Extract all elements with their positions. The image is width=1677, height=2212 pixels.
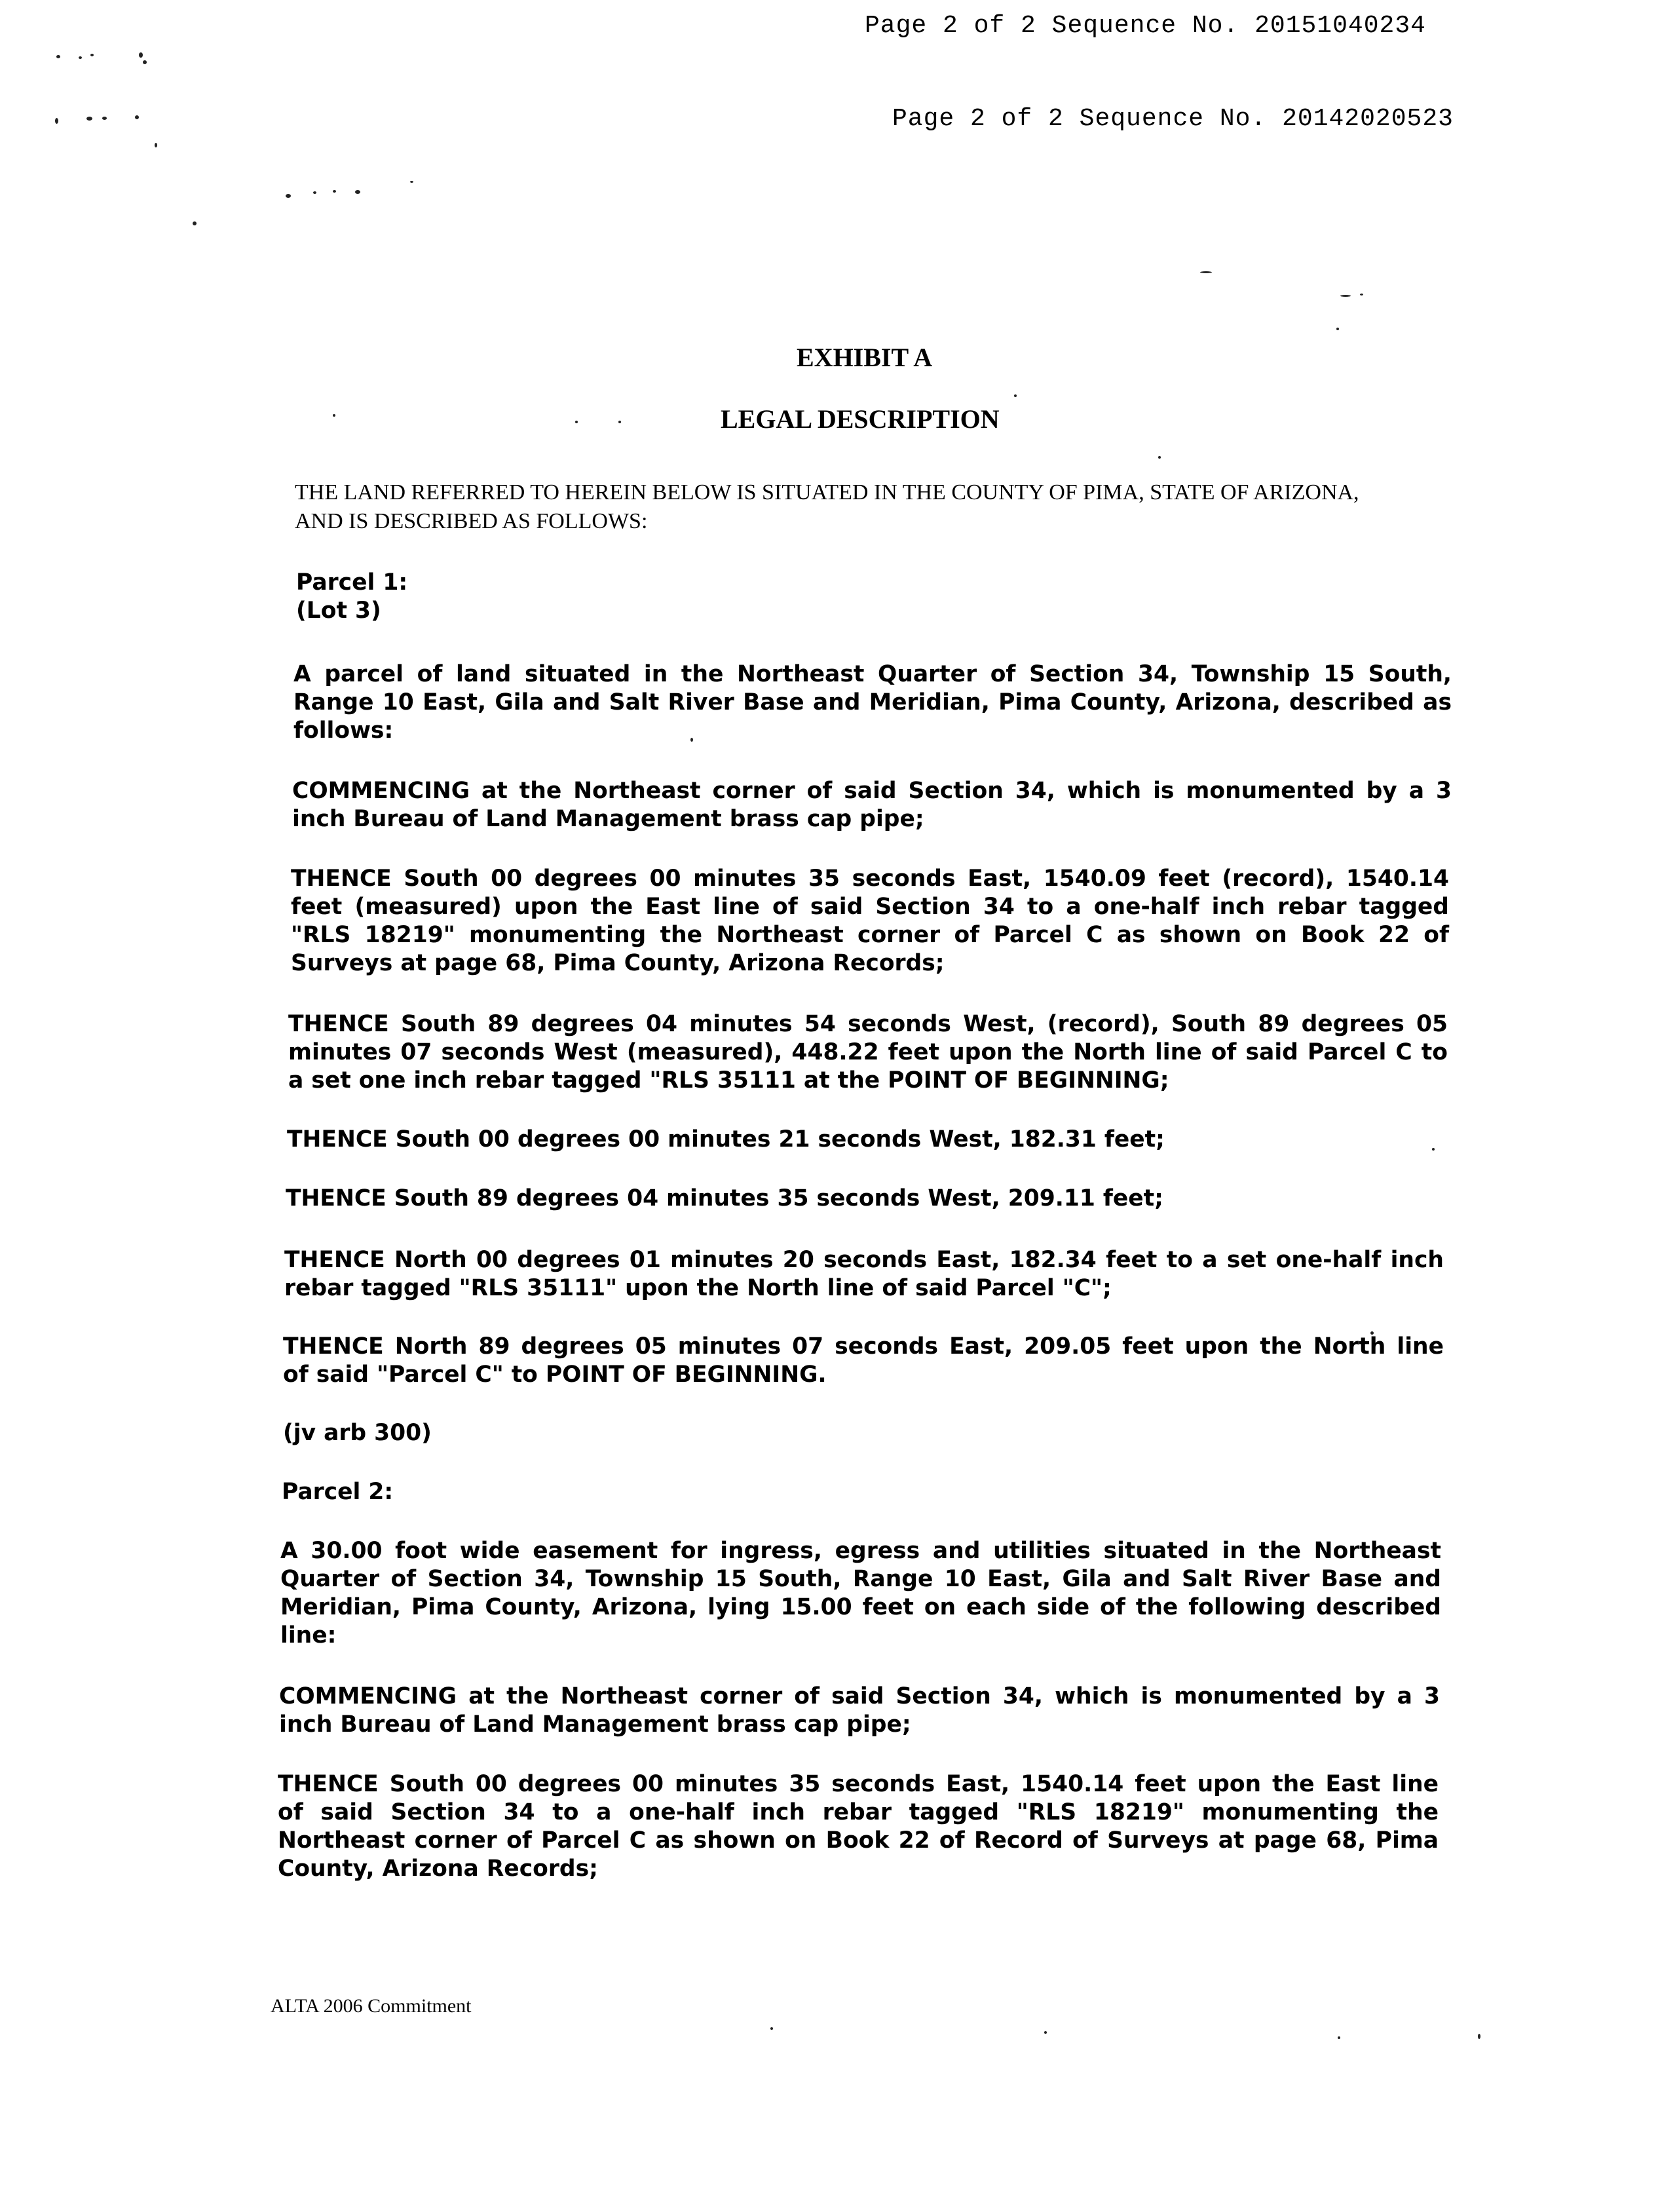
text-line: rebar tagged "RLS 35111" upon the North line of said Parcel "C"; (284, 1275, 1112, 1301)
text-line: County, Arizona Records; (278, 1856, 598, 1882)
text-line: COMMENCING at the Northeast corner of said Section 34, which is monumented by a 3 (279, 1683, 1440, 1709)
text-line: THENCE South 00 degrees 00 minutes 35 seconds East, 1540.14 feet upon the East line (278, 1771, 1439, 1797)
intro-paragraph (295, 478, 1451, 536)
text-line: inch Bureau of Land Management brass cap pipe; (279, 1711, 911, 1738)
text-line: a set one inch rebar tagged "RLS 35111 at the POINT OF BEGINNING; (288, 1067, 1169, 1094)
legal-description-heading: LEGAL DESCRIPTION (721, 404, 1000, 434)
text-line: follows: (293, 717, 394, 744)
exhibit-title: EXHIBIT A (797, 343, 933, 372)
text-line: THENCE South 00 degrees 00 minutes 35 seconds East, 1540.09 feet (record), 1540.14 (291, 866, 1449, 892)
parcel-1-paragraph-1 (293, 660, 1452, 745)
parcel-2-paragraph-3 (278, 1770, 1439, 1883)
text-line: of said "Parcel C" to POINT OF BEGINNING. (283, 1362, 827, 1388)
text-line: THENCE South 00 degrees 00 minutes 21 seconds West, 182.31 feet; (287, 1126, 1165, 1153)
text-line: COMMENCING at the Northeast corner of said Section 34, which is monumented by a 3 (292, 778, 1452, 804)
parcel-heading: Parcel 1: (296, 569, 408, 596)
text-line: THENCE South 89 degrees 04 minutes 35 seconds West, 209.11 feet; (286, 1185, 1163, 1211)
parcel-1-paragraph-3 (291, 865, 1449, 978)
text-line: THENCE North 89 degrees 05 minutes 07 seconds East, 209.05 feet upon the North line (283, 1333, 1444, 1360)
text-line: minutes 07 seconds West (measured), 448.22 feet upon the North line of said Parcel C to (288, 1039, 1448, 1065)
parcel-1-paragraph-7 (284, 1246, 1444, 1303)
text-line: (jv arb 300) (283, 1420, 432, 1446)
parcel-heading: Parcel 2: (282, 1479, 394, 1505)
parcel-1-paragraph-8 (283, 1333, 1444, 1389)
text-line: Northeast corner of Parcel C as shown on Book 22 of Record of Surveys at page 68, Pima (278, 1827, 1439, 1854)
parcel-1-paragraph-2 (292, 777, 1452, 833)
text-line: inch Bureau of Land Management brass cap pipe; (292, 806, 924, 832)
text-line: A 30.00 foot wide easement for ingress, egress and utilities situated in the Northeast (280, 1538, 1441, 1564)
parcel-1-paragraph-6 (286, 1185, 1163, 1213)
text-line: A parcel of land situated in the Northeast Quarter of Section 34, Township 15 South, (293, 661, 1452, 687)
sequence-stamp-2: Page 2 of 2 Sequence No. 20142020523 (892, 105, 1454, 133)
parcel-1-paragraph-5 (287, 1126, 1165, 1154)
parcel-note (283, 1419, 432, 1447)
parcel-2-heading (282, 1478, 393, 1506)
text-line: THENCE South 89 degrees 04 minutes 54 seconds West, (record), South 89 degrees 05 (288, 1011, 1448, 1037)
intro-line: AND IS DESCRIBED AS FOLLOWS: (295, 509, 648, 533)
parcel-subheading: (Lot 3) (296, 598, 381, 624)
footer-label: ALTA 2006 Commitment (271, 1995, 472, 2017)
intro-line: THE LAND REFERRED TO HEREIN BELOW IS SITUATED IN THE COUNTY OF PIMA, STATE OF ARIZONA, (295, 480, 1359, 505)
text-line: Quarter of Section 34, Township 15 South, Range 10 East, Gila and Salt River Base and (280, 1566, 1441, 1592)
parcel-2-paragraph-2 (279, 1683, 1440, 1739)
text-line: Meridian, Pima County, Arizona, lying 15.00 feet on each side of the following described (280, 1594, 1441, 1620)
text-line: Range 10 East, Gila and Salt River Base and Meridian, Pima County, Arizona, described as (293, 689, 1452, 715)
parcel-1-heading (296, 569, 407, 625)
text-line: "RLS 18219" monumenting the Northeast corner of Parcel C as shown on Book 22 of (291, 922, 1449, 948)
text-line: feet (measured) upon the East line of said Section 34 to a one-half inch rebar tagged (291, 894, 1449, 920)
parcel-1-paragraph-4 (288, 1010, 1448, 1095)
parcel-2-paragraph-1 (280, 1537, 1441, 1650)
text-line: of said Section 34 to a one-half inch rebar tagged "RLS 18219" monumenting the (278, 1799, 1439, 1825)
text-line: Surveys at page 68, Pima County, Arizona Records; (291, 950, 945, 976)
text-line: THENCE North 00 degrees 01 minutes 20 seconds East, 182.34 feet to a set one-half inch (284, 1247, 1444, 1273)
sequence-stamp-1: Page 2 of 2 Sequence No. 20151040234 (865, 12, 1426, 40)
text-line: line: (280, 1622, 337, 1649)
